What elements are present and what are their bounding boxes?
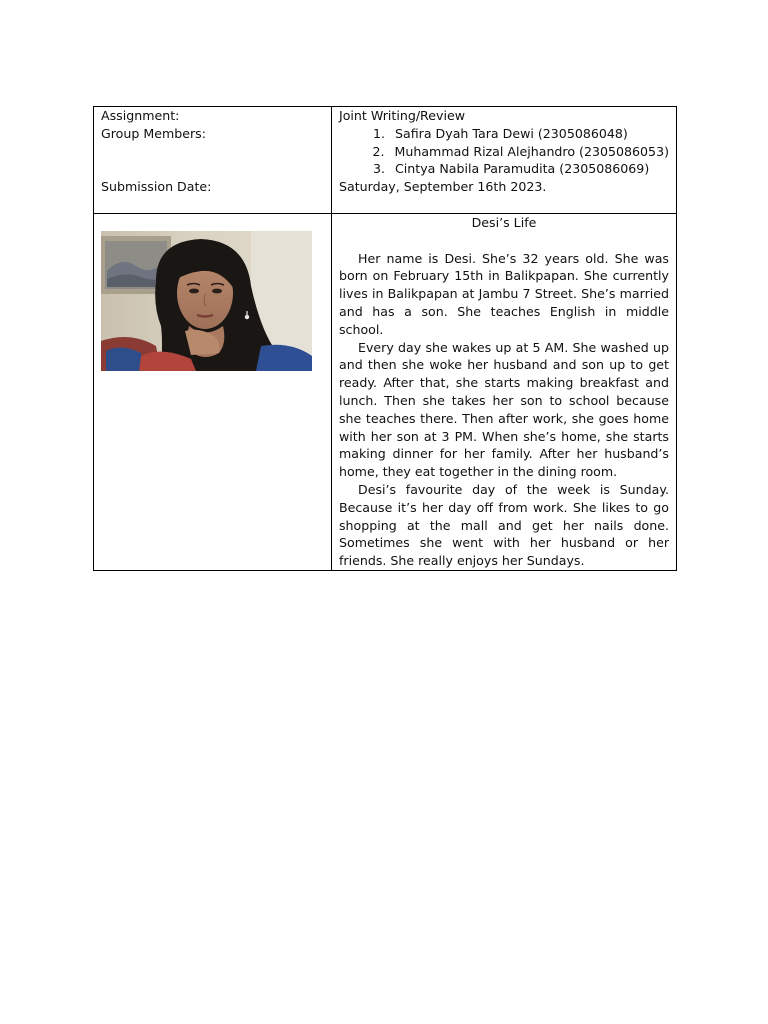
assignment-label: Assignment: xyxy=(101,108,180,123)
photo-cell xyxy=(94,214,332,571)
members-list xyxy=(339,125,669,178)
member-name: Muhammad Rizal Alejhandro (2305086053) xyxy=(394,143,669,159)
member-item xyxy=(339,143,669,161)
assignment-value: Joint Writing/Review xyxy=(339,108,465,123)
assignment-table xyxy=(93,106,677,571)
story-paragraph: Every day she wakes up at 5 AM. She washed up and then she woke her husband and son up to get ready. After that, she starts making breakfast and lunch. Then she takes her son to school because she teaches there. Then after work, she goes home with her son at 3 PM. When she’s home, she starts making dinner for her family. After her husband’s home, they eat together in the dining room. xyxy=(339,339,669,480)
member-name: Safira Dyah Tara Dewi (2305086048) xyxy=(395,125,628,141)
member-number: 3. xyxy=(372,161,385,177)
member-item xyxy=(339,160,669,178)
label-spacer xyxy=(101,143,324,179)
member-name: Cintya Nabila Paramudita (2305086069) xyxy=(395,161,650,177)
submission-date-label: Submission Date: xyxy=(101,179,212,195)
story-row xyxy=(94,214,677,571)
story-paragraph: Desi’s favourite day of the week is Sunday. Because it’s her day off from work. She likes to go shopping at the mall and get her nails done. Sometimes she went with her husband or her friends. She really enjoys her Sundays. xyxy=(339,481,669,569)
member-number: 2. xyxy=(372,143,385,159)
member-item xyxy=(339,125,669,143)
portrait-photo xyxy=(101,231,312,371)
labels-cell xyxy=(94,107,332,214)
group-members-label: Group Members: xyxy=(101,125,206,141)
story-cell xyxy=(332,214,677,571)
story-title: Desi’s Life xyxy=(471,215,537,230)
member-number: 1. xyxy=(372,125,385,141)
submission-date-value: Saturday, September 16th 2023. xyxy=(339,179,547,195)
values-cell xyxy=(332,107,677,214)
info-row xyxy=(94,107,677,214)
story-paragraph: Her name is Desi. She’s 32 years old. She was born on February 15th in Balikpapan. She currently lives in Balikpapan at Jambu 7 Street. She’s married and has a son. She teaches English in middle school. xyxy=(339,250,669,337)
